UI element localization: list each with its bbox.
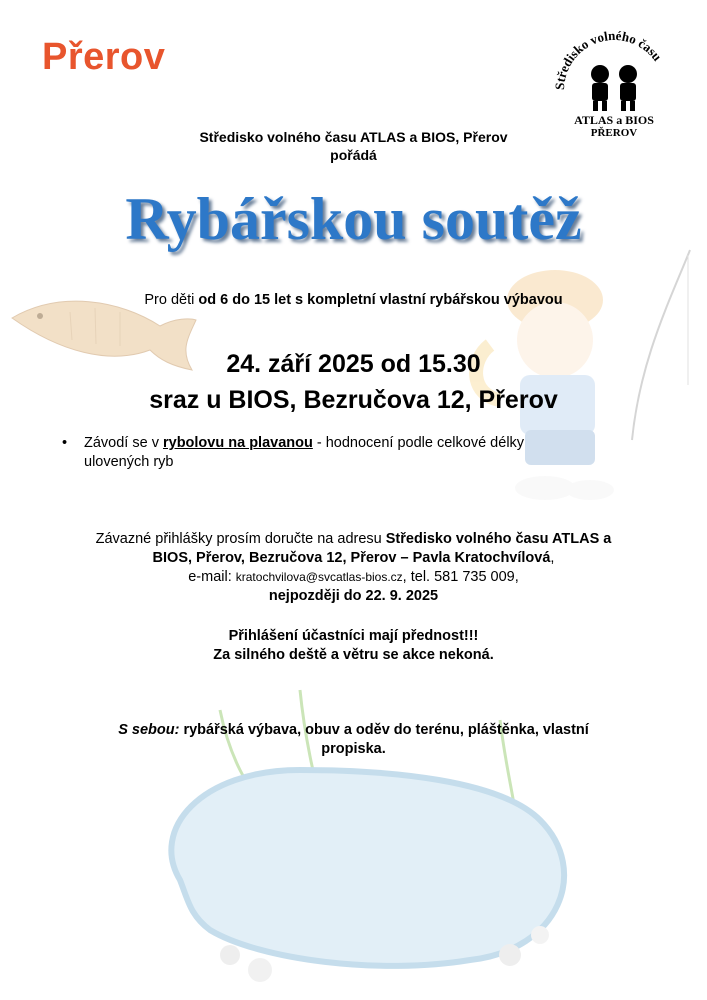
bullet-underlined: rybolovu na plavanou bbox=[162, 435, 313, 451]
bullet-suffix: - hodnocení podle celkové délky bbox=[312, 435, 525, 451]
bullet-dot: • bbox=[62, 435, 68, 451]
age-line bbox=[0, 292, 707, 308]
age-highlight: od 6 do 15 let s kompletní vlastní rybářskou výbavou bbox=[198, 292, 563, 308]
svc-logo-line2: PŘEROV bbox=[590, 127, 638, 139]
applications-comma: , bbox=[550, 550, 555, 566]
bring-label: S sebou: bbox=[118, 722, 180, 738]
bullet-text bbox=[84, 434, 664, 472]
bring-text: rybářská výbava, obuv a oděv do terénu, pláštěnka, vlastní bbox=[179, 722, 589, 738]
page-title: Rybářskou soutěž bbox=[125, 186, 582, 252]
event-info bbox=[0, 346, 707, 418]
deadline-text: nejpozději do 22. 9. 2025 bbox=[268, 588, 439, 604]
email-link[interactable]: kratochvilova@svcatlas-bios.cz bbox=[235, 570, 403, 584]
svc-logo bbox=[550, 28, 678, 140]
organizer-name: Středisko volného času ATLAS a BIOS, Přerov bbox=[199, 129, 508, 145]
svc-logo-line1: ATLAS a BIOS bbox=[574, 113, 654, 127]
event-place: sraz u BIOS, Bezručova 12, Přerov bbox=[149, 386, 558, 414]
svc-logo-arc-text: Středisko volného času bbox=[551, 28, 666, 91]
applications-line2 bbox=[0, 549, 707, 568]
applications-bold1: Středisko volného času ATLAS a bbox=[385, 531, 612, 547]
bring-list bbox=[0, 721, 707, 759]
notes-line1: Přihlášení účastníci mají přednost!!! bbox=[228, 628, 479, 644]
age-prefix: Pro děti bbox=[144, 292, 199, 308]
bring-line2: propiska. bbox=[321, 741, 386, 757]
city-logo: Přerov bbox=[42, 36, 166, 78]
bullet-line2: ulovených ryb bbox=[84, 454, 174, 470]
organizer-verb: pořádá bbox=[330, 147, 377, 163]
applications-intro: Závazné přihlášky prosím doručte na adresu bbox=[95, 531, 386, 547]
applications bbox=[0, 530, 707, 606]
bring-line1 bbox=[0, 721, 707, 740]
children-silhouette-icon bbox=[591, 65, 637, 111]
bullet-prefix: Závodí se v bbox=[84, 435, 163, 451]
notes-line2: Za silného deště a větru se akce nekoná. bbox=[213, 647, 494, 663]
deadline bbox=[0, 587, 707, 606]
organizer bbox=[0, 128, 707, 164]
email-label: e-mail: bbox=[188, 569, 236, 585]
notes bbox=[0, 627, 707, 665]
event-date: 24. září 2025 od 15.30 bbox=[226, 350, 481, 378]
applications-line3 bbox=[0, 568, 707, 587]
applications-bold2: BIOS, Přerov, Bezručova 12, Přerov – Pavla Kratochvílová bbox=[152, 550, 551, 566]
phone-text: , tel. 581 735 009, bbox=[402, 569, 519, 585]
applications-line1 bbox=[0, 530, 707, 549]
